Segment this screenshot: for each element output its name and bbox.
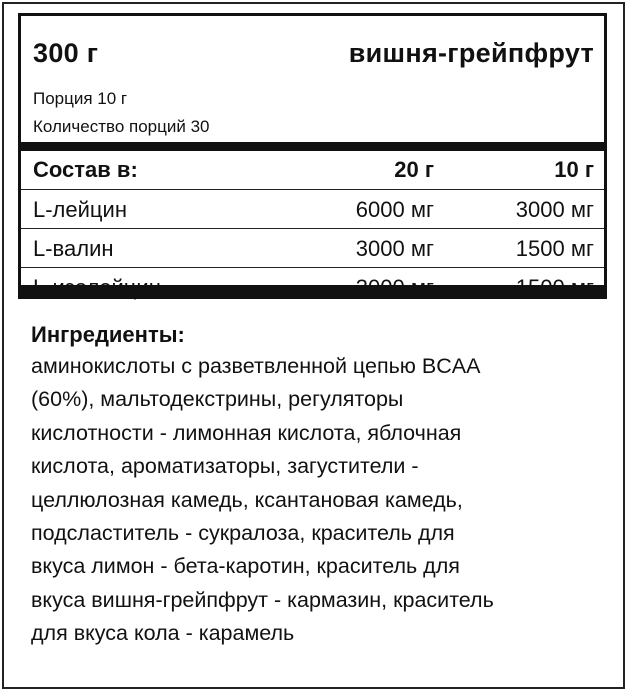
column-header-composition: Состав в: <box>33 157 138 182</box>
servings-count: Количество порций 30 <box>33 117 210 136</box>
table-header <box>21 151 604 190</box>
ingredients-line: целлюлозная камедь, ксантановая камедь, <box>31 487 463 512</box>
serving-size: Порция 10 г <box>33 89 128 108</box>
row-value-10g: 1500 мг <box>515 236 594 261</box>
flavor-name: вишня-грейпфрут <box>348 38 594 68</box>
ingredients-line: (60%), мальтодекстрины, регуляторы <box>31 387 404 412</box>
thick-divider <box>21 142 604 151</box>
row-value-20g: 3000 мг <box>355 236 434 261</box>
row-name: L-валин <box>33 236 114 261</box>
row-value-20g: 6000 мг <box>355 197 434 222</box>
package-weight: 300 г <box>33 38 99 68</box>
ingredients-line: аминокислоты с разветвленной цепью BCAA <box>31 354 481 378</box>
column-header-20g: 20 г <box>394 157 434 182</box>
ingredients-line: вкуса лимон - бета-каротин, краситель для <box>31 554 460 579</box>
nutrition-facts-box <box>18 13 607 299</box>
ingredients-line: кислота, ароматизаторы, загустители - <box>31 454 419 479</box>
bottom-divider <box>21 285 604 296</box>
ingredients-line: для вкуса кола - карамель <box>31 621 295 646</box>
row-value-10g: 3000 мг <box>515 197 594 222</box>
column-header-10g: 10 г <box>554 157 594 182</box>
ingredients-text <box>31 350 606 651</box>
ingredients-line: подсластитель - сукралоза, краситель для <box>31 521 455 546</box>
table-row <box>21 190 604 229</box>
ingredients-line: вкуса вишня-грейпфрут - кармазин, краситель <box>31 587 494 612</box>
ingredients-line: кислотности - лимонная кислота, яблочная <box>31 420 462 445</box>
ingredients-title: Ингредиенты: <box>31 322 185 347</box>
table-row <box>21 229 604 268</box>
row-name: L-лейцин <box>33 197 127 222</box>
